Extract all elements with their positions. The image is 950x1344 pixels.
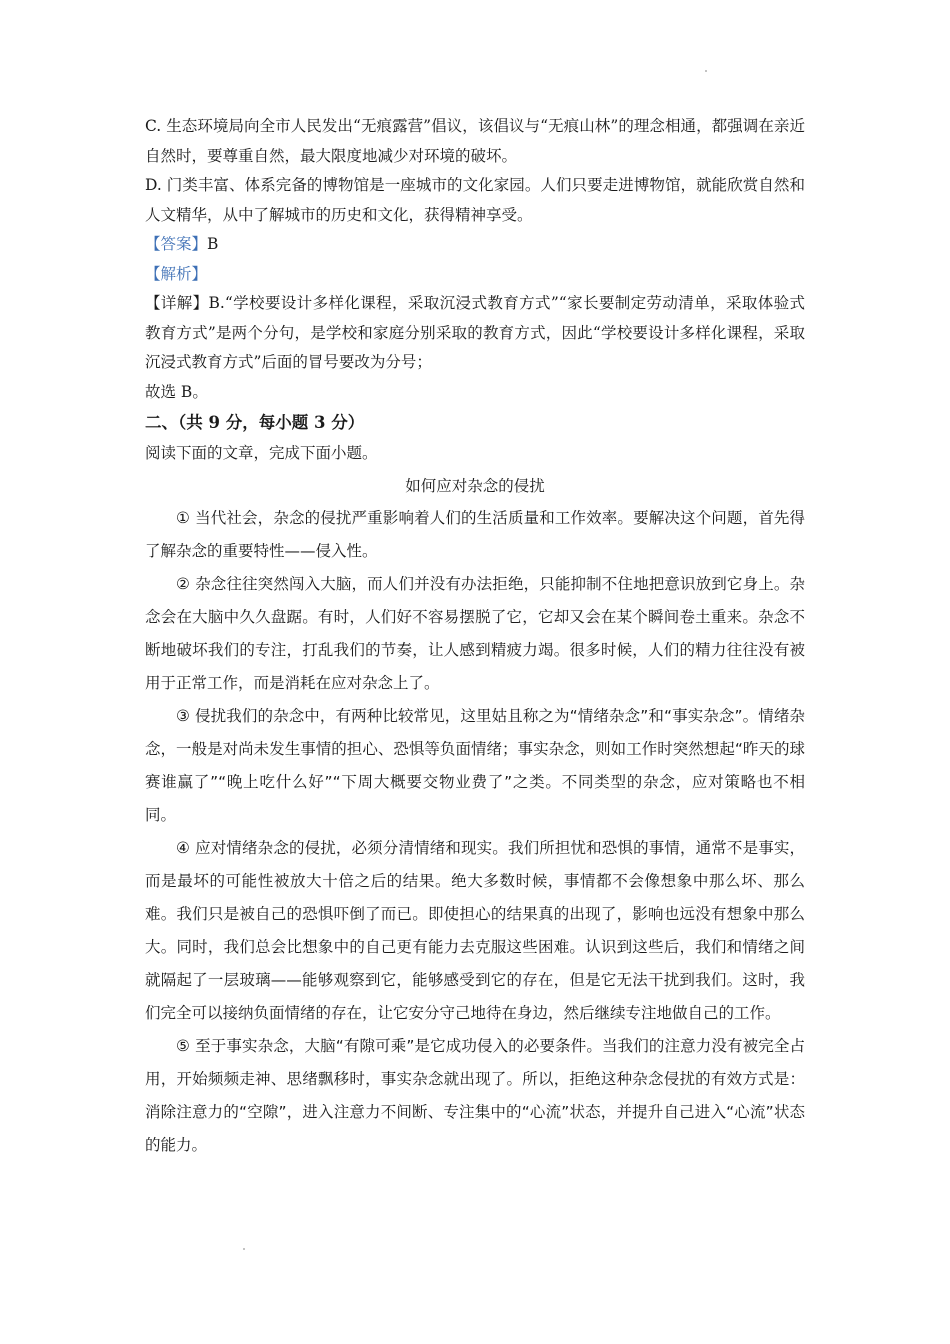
section-heading: 二、（共 9 分，每小题 3 分） xyxy=(145,413,365,432)
scan-artifact-top xyxy=(705,70,707,72)
answer-line xyxy=(145,230,805,260)
scan-artifact-bottom xyxy=(243,1248,245,1250)
detail-label: 【详解】 xyxy=(145,294,209,312)
analysis-label: 【解析】 xyxy=(145,264,208,283)
article-paragraph-2: ② 杂念往往突然闯入大脑，而人们并没有办法拒绝，只能抑制不住地把意识放到它身上。杂念会在大脑中久久盘踞。有时，人们好不容易摆脱了它，它却又会在某个瞬间卷土重来。杂念不断地破坏我们的专注，打乱我们的节奏，让人感到精疲力竭。很多时候，人们的精力往往没有被用于正常工作，而是消耗在应对杂念上了。 xyxy=(145,574,805,692)
answer-value: B xyxy=(207,235,219,253)
detail-conclusion: 故选 B。 xyxy=(145,382,208,401)
answer-label: 【答案】 xyxy=(145,235,208,253)
detail-text: B.“学校要设计多样化课程，采取沉浸式教育方式”“家长要制定劳动清单，采取体验式教育方式”是两个分句，是学校和家庭分别采取的教育方式，因此“学校要设计多样化课程，采取沉浸式教育方式”后面的冒号要改为分号； xyxy=(145,294,805,371)
article-paragraph-1: ① 当代社会，杂念的侵扰严重影响着人们的生活质量和工作效率。要解决这个问题，首先得了解杂念的重要特性——侵入性。 xyxy=(145,508,805,560)
option-d: D. 门类丰富、体系完备的博物馆是一座城市的文化家园。人们只要走进博物馆，就能欣赏自然和人文精华，从中了解城市的历史和文化，获得精神享受。 xyxy=(145,176,805,224)
detail-paragraph xyxy=(145,289,805,378)
option-c: C. 生态环境局向全市人民发出“无痕露营”倡议，该倡议与“无痕山林”的理念相通，都强调在亲近自然时，要尊重自然，最大限度地减少对环境的破坏。 xyxy=(145,117,805,165)
analysis-line xyxy=(145,260,805,290)
article-paragraph-4: ④ 应对情绪杂念的侵扰，必须分清情绪和现实。我们所担忧和恐惧的事情，通常不是事实，而是最坏的可能性被放大十倍之后的结果。绝大多数时候，事情都不会像想象中那么坏、那么难。我们只是被自己的恐惧吓倒了而已。即使担心的结果真的出现了，影响也远没有想象中那么大。同时，我们总会比想象中的自己更有能力去克服这些困难。认识到这些后，我们和情绪之间就隔起了一层玻璃——能够观察到它，能够感受到它的存在，但是它无法干扰到我们。这时，我们完全可以接纳负面情绪的存在，让它安分守己地待在身边，然后继续专注地做自己的工作。 xyxy=(145,838,805,1022)
document-page xyxy=(145,112,805,1162)
article-paragraph-5: ⑤ 至于事实杂念，大脑“有隙可乘”是它成功侵入的必要条件。当我们的注意力没有被完全占用，开始频频走神、思绪飘移时，事实杂念就出现了。所以，拒绝这种杂念侵扰的有效方式是：消除注意力的“空隙”，进入注意力不间断、专注集中的“心流”状态，并提升自己进入“心流”状态的能力。 xyxy=(145,1036,805,1154)
article-title: 如何应对杂念的侵扰 xyxy=(405,476,545,495)
section-instruction: 阅读下面的文章，完成下面小题。 xyxy=(145,444,378,462)
article-paragraph-3: ③ 侵扰我们的杂念中，有两种比较常见，这里姑且称之为“情绪杂念”和“事实杂念”。情绪杂念，一般是对尚未发生事情的担心、恐惧等负面情绪；事实杂念，则如工作时突然想起“昨天的球赛谁赢了”“晚上吃什么好”“下周大概要交物业费了”之类。不同类型的杂念，应对策略也不相同。 xyxy=(145,706,805,824)
